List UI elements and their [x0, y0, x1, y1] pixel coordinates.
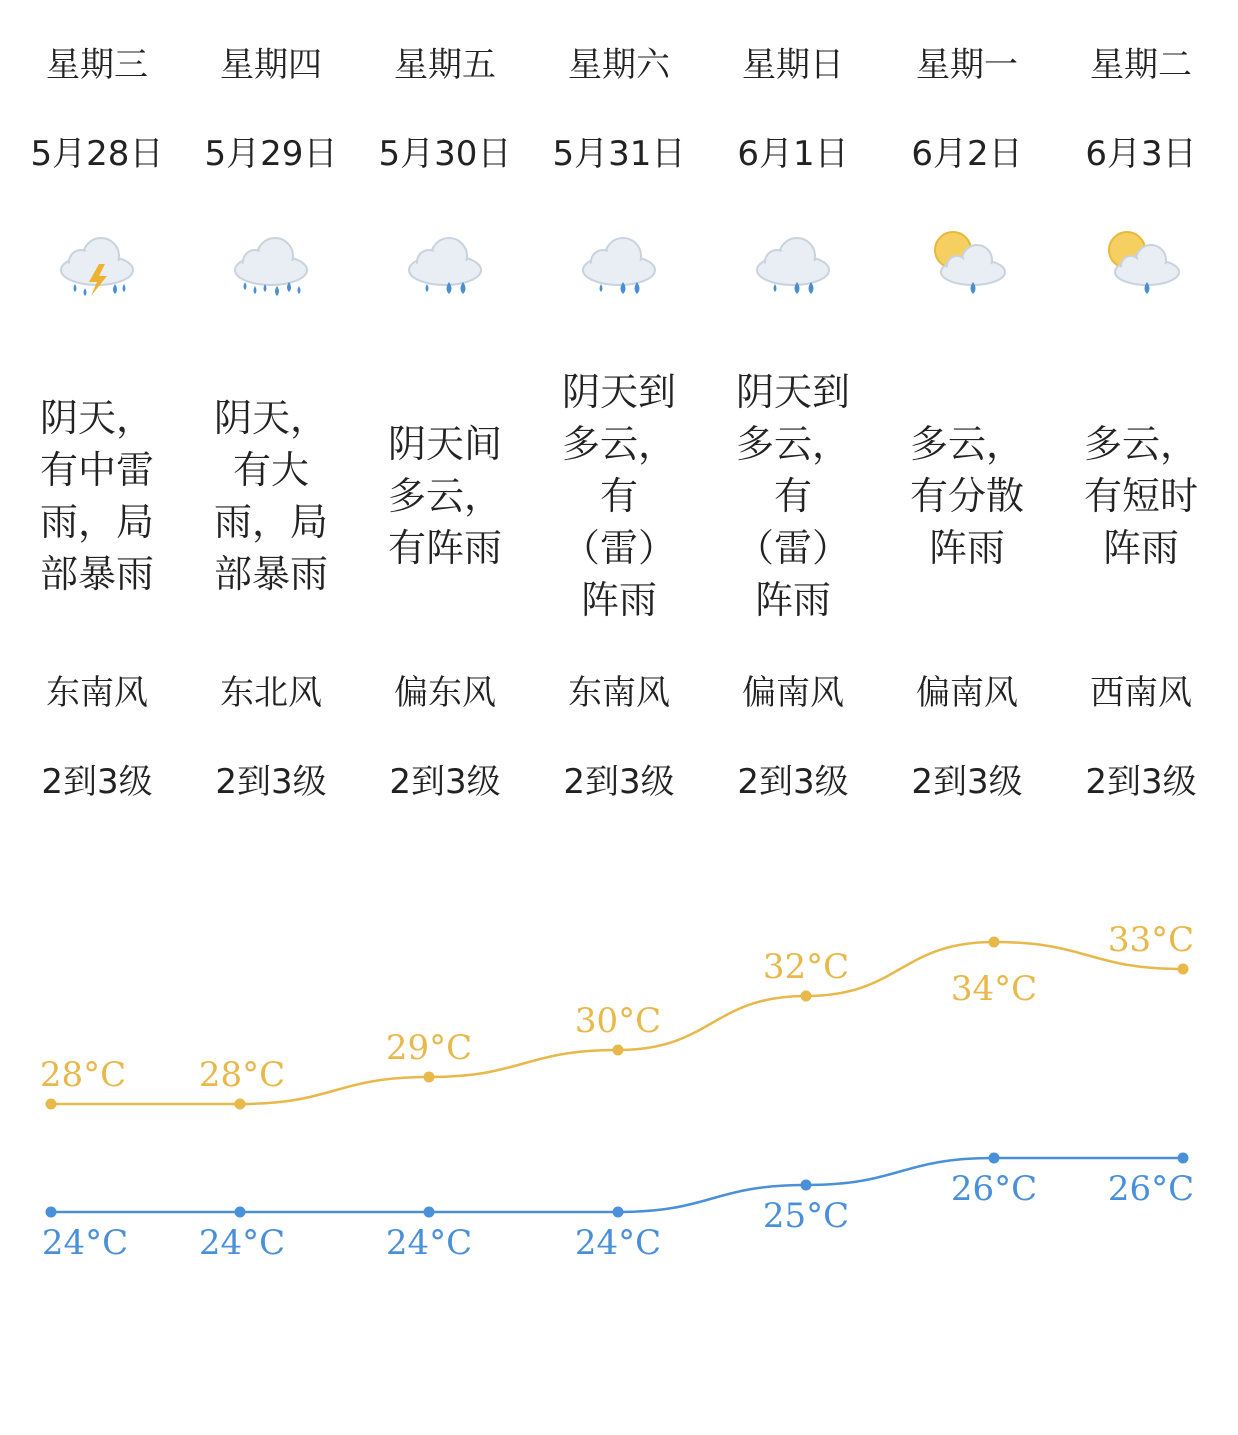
high-temp-point [989, 937, 1000, 948]
desc-line: 有 [773, 474, 812, 518]
wind-direction: 东北风 [220, 673, 322, 713]
desc-line: 阴天间 [387, 422, 502, 466]
shower-rain-icon [579, 228, 659, 300]
desc-line: 部暴雨 [39, 552, 154, 596]
date-label: 5月28日 [30, 134, 164, 174]
high-temp-label: 30°C [574, 1001, 662, 1041]
wind-direction: 偏南风 [742, 673, 844, 713]
desc-line: 阴天到 [735, 370, 850, 414]
date-label: 5月30日 [378, 134, 512, 174]
desc-line: 阴天， [39, 396, 154, 440]
desc-line: 多云， [735, 422, 850, 466]
weather-description [192, 362, 350, 630]
high-temp-label: 28°C [39, 1055, 127, 1095]
high-temp-point [424, 1072, 435, 1083]
high-temp-point [801, 991, 812, 1002]
date-label: 5月29日 [204, 134, 338, 174]
date-label: 5月31日 [552, 134, 686, 174]
weekday-label: 星期四 [220, 45, 322, 85]
low-temp-point [801, 1180, 812, 1191]
desc-line: （雷） [561, 526, 676, 570]
wind-level: 2到3级 [911, 762, 1023, 802]
desc-line: 多云， [909, 422, 1024, 466]
low-temp-label: 26°C [950, 1169, 1038, 1209]
desc-line: 雨，局 [39, 500, 154, 544]
temperature-chart [0, 880, 1238, 1300]
desc-line: 多云， [561, 422, 676, 466]
date-label: 6月3日 [1085, 134, 1197, 174]
thunderstorm-rain-icon [57, 228, 137, 300]
desc-line: 阵雨 [580, 578, 657, 622]
shower-rain-icon [405, 228, 485, 300]
date-label: 6月1日 [737, 134, 849, 174]
wind-level: 2到3级 [41, 762, 153, 802]
desc-line: （雷） [735, 526, 850, 570]
heavy-rain-icon [231, 228, 311, 300]
day-column[interactable] [1054, 0, 1228, 840]
weather-description [714, 362, 872, 630]
low-temp-point [1178, 1153, 1189, 1164]
low-temp-label: 24°C [385, 1223, 473, 1263]
desc-line: 有分散 [909, 474, 1024, 518]
wind-level: 2到3级 [737, 762, 849, 802]
high-temp-label: 34°C [950, 969, 1038, 1009]
desc-line: 多云， [1083, 422, 1198, 466]
high-temp-label: 28°C [198, 1055, 286, 1095]
high-temp-point [613, 1045, 624, 1056]
sun-cloud-rain-icon [1101, 228, 1181, 300]
low-temp-label: 26°C [1107, 1169, 1195, 1209]
wind-direction: 偏南风 [916, 673, 1018, 713]
wind-direction: 偏东风 [394, 673, 496, 713]
low-temp-point [235, 1207, 246, 1218]
wind-level: 2到3级 [1085, 762, 1197, 802]
forecast-columns [10, 0, 1228, 840]
low-temp-label: 25°C [762, 1196, 850, 1236]
desc-line: 部暴雨 [213, 552, 328, 596]
wind-direction: 西南风 [1090, 673, 1192, 713]
low-temp-label: 24°C [41, 1223, 129, 1263]
day-column[interactable] [532, 0, 706, 840]
high-temp-point [235, 1099, 246, 1110]
desc-line: 阵雨 [1102, 526, 1179, 570]
day-column[interactable] [10, 0, 184, 840]
low-temp-label: 24°C [198, 1223, 286, 1263]
day-column[interactable] [358, 0, 532, 840]
weather-description [18, 362, 176, 630]
shower-rain-icon [753, 228, 833, 300]
low-temp-point [424, 1207, 435, 1218]
day-column[interactable] [184, 0, 358, 840]
sun-cloud-rain-icon [927, 228, 1007, 300]
low-temp-point [46, 1207, 57, 1218]
desc-line: 有 [599, 474, 638, 518]
weekday-label: 星期三 [46, 45, 148, 85]
desc-line: 阵雨 [928, 526, 1005, 570]
weekday-label: 星期二 [1090, 45, 1192, 85]
weather-description [1062, 362, 1220, 630]
desc-line: 有阵雨 [387, 526, 502, 570]
weather-description [540, 362, 698, 630]
date-label: 6月2日 [911, 134, 1023, 174]
high-temp-label: 32°C [762, 947, 850, 987]
low-temp-point [613, 1207, 624, 1218]
desc-line: 有大 [232, 448, 309, 492]
desc-line: 多云， [387, 474, 502, 518]
wind-direction: 东南风 [46, 673, 148, 713]
day-column[interactable] [880, 0, 1054, 840]
desc-line: 有短时 [1083, 474, 1198, 518]
day-column[interactable] [706, 0, 880, 840]
desc-line: 有中雷 [39, 448, 154, 492]
desc-line: 阴天到 [561, 370, 676, 414]
desc-line: 阵雨 [754, 578, 831, 622]
wind-direction: 东南风 [568, 673, 670, 713]
high-temp-point [46, 1099, 57, 1110]
low-temp-label: 24°C [574, 1223, 662, 1263]
weekday-label: 星期六 [568, 45, 670, 85]
wind-level: 2到3级 [563, 762, 675, 802]
wind-level: 2到3级 [215, 762, 327, 802]
high-temp-label: 33°C [1107, 920, 1195, 960]
desc-line: 阴天， [213, 396, 328, 440]
wind-level: 2到3级 [389, 762, 501, 802]
high-temp-point [1178, 964, 1189, 975]
weekday-label: 星期一 [916, 45, 1018, 85]
weather-description [888, 362, 1046, 630]
desc-line: 雨，局 [213, 500, 328, 544]
weekday-label: 星期日 [742, 45, 844, 85]
low-temp-point [989, 1153, 1000, 1164]
weather-description [366, 362, 524, 630]
weekday-label: 星期五 [394, 45, 496, 85]
high-temp-label: 29°C [385, 1028, 473, 1068]
